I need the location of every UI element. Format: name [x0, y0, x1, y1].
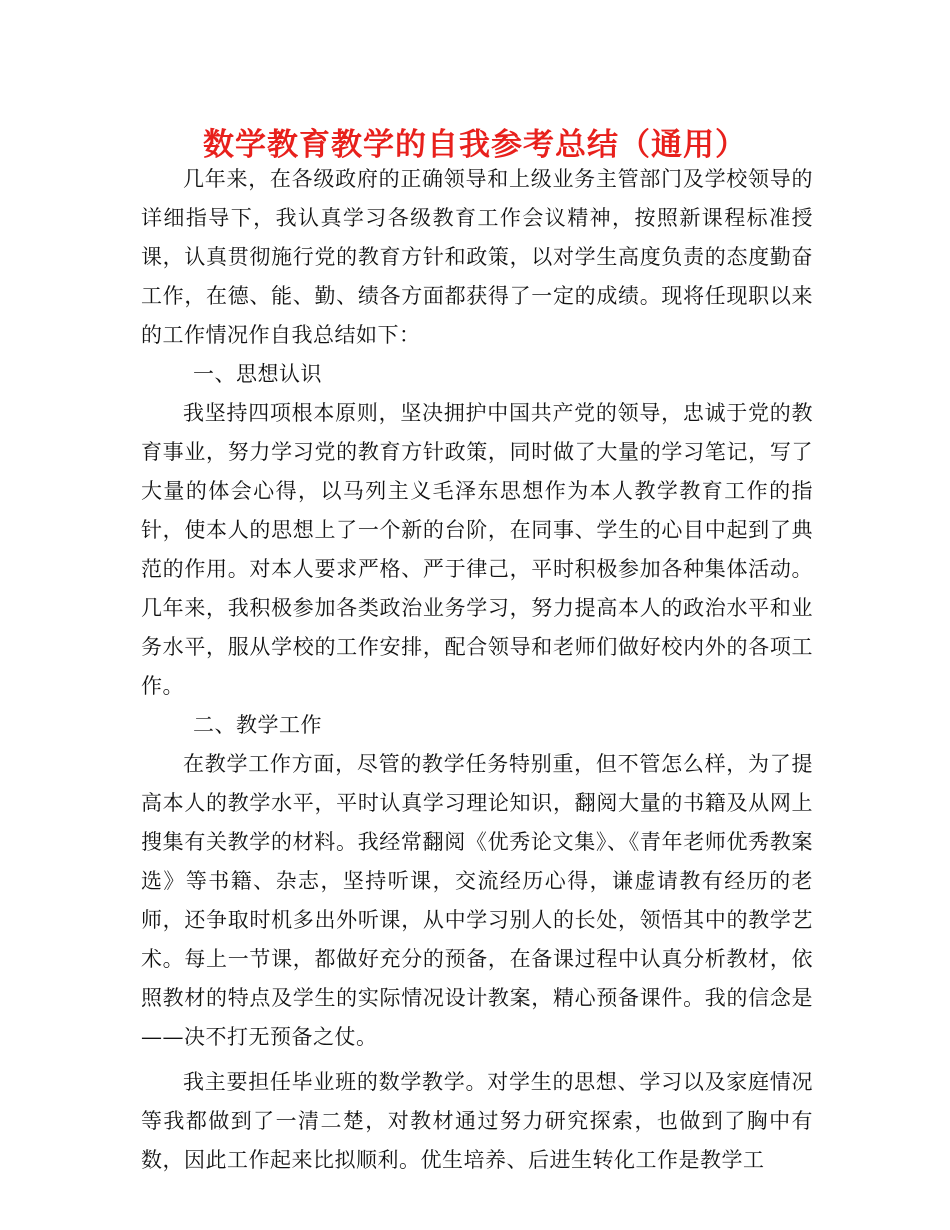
section-heading-thought: 一、思想认识 [193, 362, 322, 386]
paragraph-graduating-class: 我主要担任毕业班的数学教学。对学生的思想、学习以及家庭情况等我都做到了一清二楚，对教材通过努力研究探索，也做到了胸中有数，因此工作起来比拟顺利。优生培养、后进生转化工作是教学工 [141, 1070, 813, 1172]
section-heading-teaching: 二、教学工作 [193, 713, 322, 737]
paragraph-teaching: 在教学工作方面，尽管的教学任务特别重，但不管怎么样，为了提高本人的教学水平，平时认真学习理论知识，翻阅大量的书籍及从网上搜集有关教学的材料。我经常翻阅《优秀论文集》、《青年老师优秀教案选》等书籍、杂志，坚持听课，交流经历心得，谦虚请教有经历的老师，还争取时机多出外听课，从中学习别人的长处，领悟其中的教学艺术。每上一节课，都做好充分的预备，在备课过程中认真分析教材，依照教材的特点及学生的实际情况设计教案，精心预备课件。我的信念是——决不打无预备之仗。 [141, 752, 813, 1049]
document-body [141, 160, 813, 1180]
paragraph-thought: 我坚持四项根本原则，坚决拥护中国共产党的领导，忠诚于党的教育事业，努力学习党的教育方针政策，同时做了大量的学习笔记，写了大量的体会心得，以马列主义毛泽东思想作为本人教学教育工作的指针，使本人的思想上了一个新的台阶，在同事、学生的心目中起到了典范的作用。对本人要求严格、严于律己，平时积极参加各种集体活动。几年来，我积极参加各类政治业务学习，努力提高本人的政治水平和业务水平，服从学校的工作安排，配合领导和老师们做好校内外的各项工作。 [141, 401, 813, 698]
paragraph-intro: 几年来，在各级政府的正确领导和上级业务主管部门及学校领导的详细指导下，我认真学习各级教育工作会议精神，按照新课程标准授课，认真贯彻施行党的教育方针和政策，以对学生高度负责的态度勤奋工作，在德、能、勤、绩各方面都获得了一定的成绩。现将任现职以来的工作情况作自我总结如下： [141, 167, 813, 347]
document-title: 数学教育教学的自我参考总结（通用） [203, 127, 747, 163]
